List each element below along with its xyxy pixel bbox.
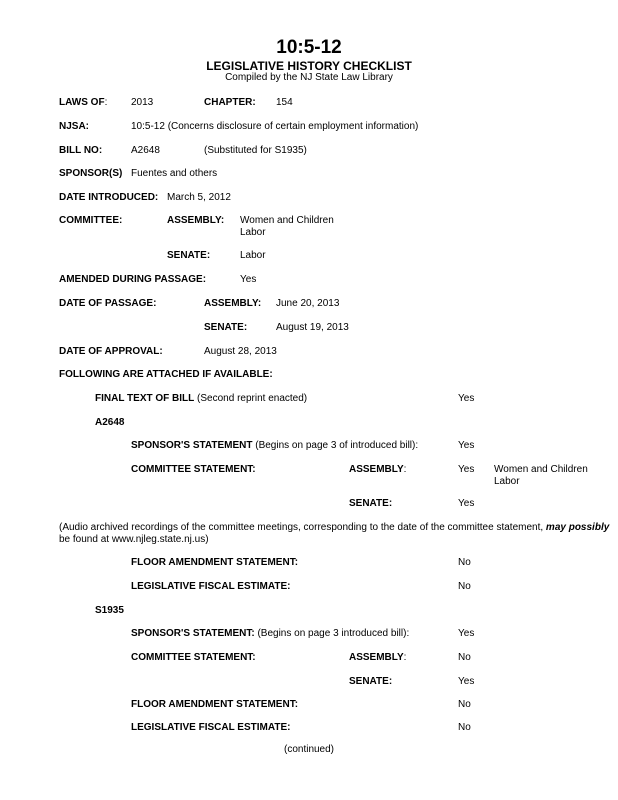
sponsor-value: Fuentes and others <box>131 168 218 179</box>
attached-heading: FOLLOWING ARE ATTACHED IF AVAILABLE: <box>59 369 273 380</box>
s1935-sponsor-label: SPONSOR'S STATEMENT: <box>131 628 255 639</box>
amended-value: Yes <box>240 274 257 285</box>
s1935-assembly-colon: : <box>403 652 407 663</box>
a2648-senate-label: SENATE: <box>349 498 393 509</box>
s1935-sponsor-note: (Begins on page 3 introduced bill): <box>254 628 410 639</box>
chapter-value: 154 <box>276 97 293 108</box>
a2648-sponsor-value: Yes <box>458 440 475 451</box>
chapter-label: CHAPTER: <box>204 97 256 108</box>
a2648-fiscal-label: LEGISLATIVE FISCAL ESTIMATE: <box>131 581 291 592</box>
passage-label: DATE OF PASSAGE: <box>59 298 157 309</box>
a2648-sponsor-row <box>131 440 418 452</box>
final-text-value: Yes <box>458 393 475 404</box>
audio-note-part1: (Audio archived recordings of the committee meetings, corresponding to the date of the committee statement, <box>59 522 546 533</box>
s1935-floor-value: No <box>458 699 471 710</box>
a2648-assembly-comm1: Women and Children <box>494 464 588 475</box>
a2648-senate-value: Yes <box>458 498 475 509</box>
s1935-assembly-label: ASSEMBLY <box>349 652 404 663</box>
bill-value: A2648 <box>131 145 160 156</box>
laws-of-year: 2013 <box>131 97 154 108</box>
s1935-fiscal-value: No <box>458 722 471 733</box>
s1935-sponsor-value: Yes <box>458 628 475 639</box>
sponsor-label: SPONSOR(S) <box>59 168 123 179</box>
passage-senate-value: August 19, 2013 <box>276 322 349 333</box>
a2648-floor-value: No <box>458 557 471 568</box>
amended-label: AMENDED DURING PASSAGE: <box>59 274 207 285</box>
s1935-floor-label: FLOOR AMENDMENT STATEMENT: <box>131 699 299 710</box>
final-text-label: FINAL TEXT OF BILL <box>95 393 195 404</box>
passage-assembly-value: June 20, 2013 <box>276 298 340 309</box>
s1935-heading: S1935 <box>95 605 124 616</box>
njsa-value: 10:5-12 (Concerns disclosure of certain employment information) <box>131 121 419 132</box>
audio-note-part2: be found at www.njleg.state.nj.us) <box>59 534 209 545</box>
committee-assembly-label: ASSEMBLY: <box>167 215 225 226</box>
final-text-note: (Second reprint enacted) <box>194 393 308 404</box>
passage-assembly-label: ASSEMBLY: <box>204 298 262 309</box>
a2648-fiscal-value: No <box>458 581 471 592</box>
audio-note-line1 <box>59 522 609 534</box>
a2648-assembly-colon: : <box>403 464 407 475</box>
bill-note: (Substituted for S1935) <box>204 145 307 156</box>
s1935-sponsor-row <box>131 628 409 640</box>
page-subtitle: LEGISLATIVE HISTORY CHECKLIST <box>206 59 412 73</box>
laws-of-label: LAWS OF <box>59 97 105 108</box>
page-title: 10:5-12 <box>276 37 342 58</box>
committee-assembly-line2: Labor <box>240 227 266 238</box>
a2648-heading: A2648 <box>95 417 125 428</box>
s1935-committee-label: COMMITTEE STATEMENT: <box>131 652 256 663</box>
s1935-senate-value: Yes <box>458 676 475 687</box>
s1935-assembly-row <box>349 652 406 664</box>
committee-senate-value: Labor <box>240 250 266 261</box>
compiled-by: Compiled by the NJ State Law Library <box>225 72 393 83</box>
bill-label: BILL NO: <box>59 145 103 156</box>
approval-label: DATE OF APPROVAL: <box>59 346 163 357</box>
s1935-assembly-value: No <box>458 652 471 663</box>
final-text-row <box>95 393 307 405</box>
njsa-label: NJSA: <box>59 121 90 132</box>
committee-senate-label: SENATE: <box>167 250 211 261</box>
a2648-assembly-label: ASSEMBLY <box>349 464 404 475</box>
introduced-label: DATE INTRODUCED: <box>59 192 159 203</box>
audio-note-emphasis: may possibly <box>545 522 610 533</box>
laws-of-colon: : <box>104 97 108 108</box>
committee-assembly-line1: Women and Children <box>240 215 334 226</box>
a2648-assembly-comm2: Labor <box>494 476 520 487</box>
approval-value: August 28, 2013 <box>204 346 277 357</box>
s1935-fiscal-label: LEGISLATIVE FISCAL ESTIMATE: <box>131 722 291 733</box>
introduced-value: March 5, 2012 <box>167 192 231 203</box>
laws-of-label-row <box>59 97 107 109</box>
a2648-assembly-row <box>349 464 406 476</box>
a2648-assembly-value: Yes <box>458 464 475 475</box>
committee-label: COMMITTEE: <box>59 215 123 226</box>
passage-senate-label: SENATE: <box>204 322 248 333</box>
a2648-sponsor-note: (Begins on page 3 of introduced bill): <box>252 440 419 451</box>
s1935-senate-label: SENATE: <box>349 676 393 687</box>
a2648-floor-label: FLOOR AMENDMENT STATEMENT: <box>131 557 299 568</box>
continued-footer: (continued) <box>283 744 335 755</box>
a2648-committee-label: COMMITTEE STATEMENT: <box>131 464 256 475</box>
a2648-sponsor-label: SPONSOR'S STATEMENT <box>131 440 253 451</box>
